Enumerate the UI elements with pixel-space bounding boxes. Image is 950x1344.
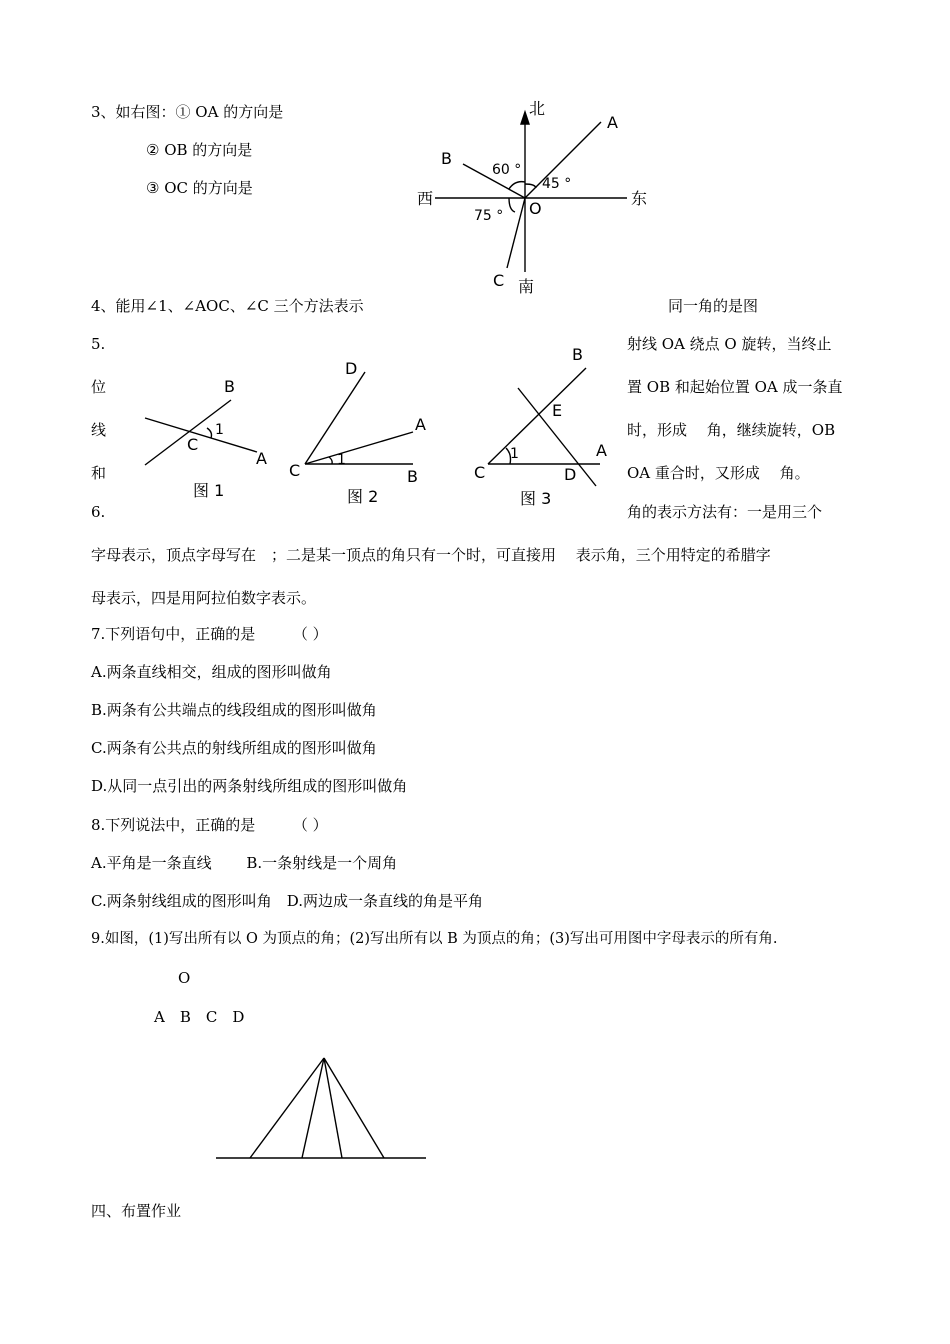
arc-45 (525, 184, 536, 188)
q7-option-a: A.两条直线相交，组成的图形叫做角 (91, 663, 332, 681)
compass-west: 西 (417, 189, 434, 208)
compass-angle-45: 45 ° (542, 176, 572, 192)
compass-label-b: B (441, 149, 452, 168)
q5-left-2: 线 (91, 421, 107, 439)
compass-east: 东 (631, 189, 648, 208)
q6-line2: 字母表示，顶点字母写在 ；二是某一顶点的角只有一个时，可直接用 表示角，三个用特定的希腊字 (91, 546, 771, 564)
q5-right-4: OA 重合时，又形成 角。 (627, 464, 810, 482)
q5-right-3: 时，形成 角，继续旋转，OB (627, 421, 836, 439)
fig3-label-e: E (552, 401, 563, 420)
q7-stem: 7.下列语句中，正确的是 （ ） (91, 625, 328, 643)
fig3-label-c: C (474, 463, 486, 482)
compass-angle-75: 75 ° (474, 208, 504, 224)
q3-line2: ② OB 的方向是 (146, 141, 253, 159)
fig2-arc (329, 457, 332, 464)
fig2-ray-cd (305, 372, 365, 464)
fig2-label-c: C (289, 461, 301, 480)
q4-left: 4、能用∠1、∠AOC、∠C 三个方法表示 (91, 297, 364, 315)
fig3-label-d: D (564, 465, 577, 484)
compass-north: 北 (529, 99, 546, 118)
compass-label-o: O (529, 199, 542, 218)
q9-labels-bottom: A B C D (154, 1008, 245, 1026)
figure-2 (285, 352, 440, 512)
fig3-label-b: B (572, 345, 583, 364)
q3-line1: 3、如右图：① OA 的方向是 (91, 103, 284, 121)
q8-stem: 8.下列说法中，正确的是 （ ） (91, 816, 328, 834)
q8-options-row1: A.平角是一条直线 B.一条射线是一个周角 (91, 854, 398, 872)
q6-number: 6. (91, 503, 106, 521)
compass-figure (405, 92, 665, 302)
q8-options-row2: C.两条射线组成的图形叫角 D.两边成一条直线的角是平角 (91, 892, 483, 910)
q5-number: 5. (91, 335, 106, 353)
q6-line3: 母表示，四是用阿拉伯数字表示。 (91, 589, 317, 607)
compass-south: 南 (518, 277, 535, 296)
north-arrow (521, 112, 529, 124)
q5-left-3: 和 (91, 464, 107, 482)
q7-option-d: D.从同一点引出的两条射线所组成的图形叫做角 (91, 777, 408, 795)
arc-60 (509, 182, 525, 189)
fig1-label-1: 1 (215, 422, 224, 438)
fig2-label-a: A (415, 415, 426, 434)
q4-right: 同一角的是图 (668, 297, 759, 315)
fig1-label-a: A (256, 449, 267, 468)
q7-option-b: B.两条有公共端点的线段组成的图形叫做角 (91, 701, 377, 719)
compass-label-a: A (607, 113, 618, 132)
fig3-caption: 图 3 (520, 489, 552, 508)
figure-3 (472, 340, 622, 512)
fig1-caption: 图 1 (193, 481, 225, 500)
q7-option-c: C.两条有公共点的射线所组成的图形叫做角 (91, 739, 377, 757)
fig3-label-1: 1 (510, 446, 519, 462)
figure-1 (135, 370, 285, 510)
ray-oc (507, 198, 525, 268)
arc-75 (509, 198, 515, 212)
section-title: 四、布置作业 (91, 1202, 182, 1220)
compass-label-c: C (493, 271, 505, 290)
q5-left-1: 位 (91, 378, 107, 396)
q3-line3: ③ OC 的方向是 (146, 179, 253, 197)
fig1-label-b: B (224, 377, 235, 396)
fig2-label-b: B (407, 467, 418, 486)
q9-stem: 9.如图，(1)写出所有以 O 为顶点的角；(2)写出所有以 B 为顶点的角；(3)写出可用图中字母表示的所有角. (91, 931, 778, 947)
q5-right-1: 射线 OA 绕点 O 旋转，当终止 (627, 335, 832, 353)
q9-figure (210, 1050, 435, 1165)
fig3-ray-cb (488, 368, 586, 464)
fig3-label-a: A (596, 441, 607, 460)
fig2-ray-ca (305, 432, 413, 464)
q9-label-o: O (178, 969, 191, 987)
q5-right-2: 置 OB 和起始位置 OA 成一条直 (627, 378, 843, 396)
compass-angle-60: 60 ° (492, 162, 522, 178)
fig2-label-d: D (345, 359, 358, 378)
fig2-caption: 图 2 (347, 487, 379, 506)
fig2-label-1: 1 (337, 452, 346, 468)
fig1-label-c: C (187, 435, 199, 454)
q6-right: 角的表示方法有：一是用三个 (627, 503, 823, 521)
